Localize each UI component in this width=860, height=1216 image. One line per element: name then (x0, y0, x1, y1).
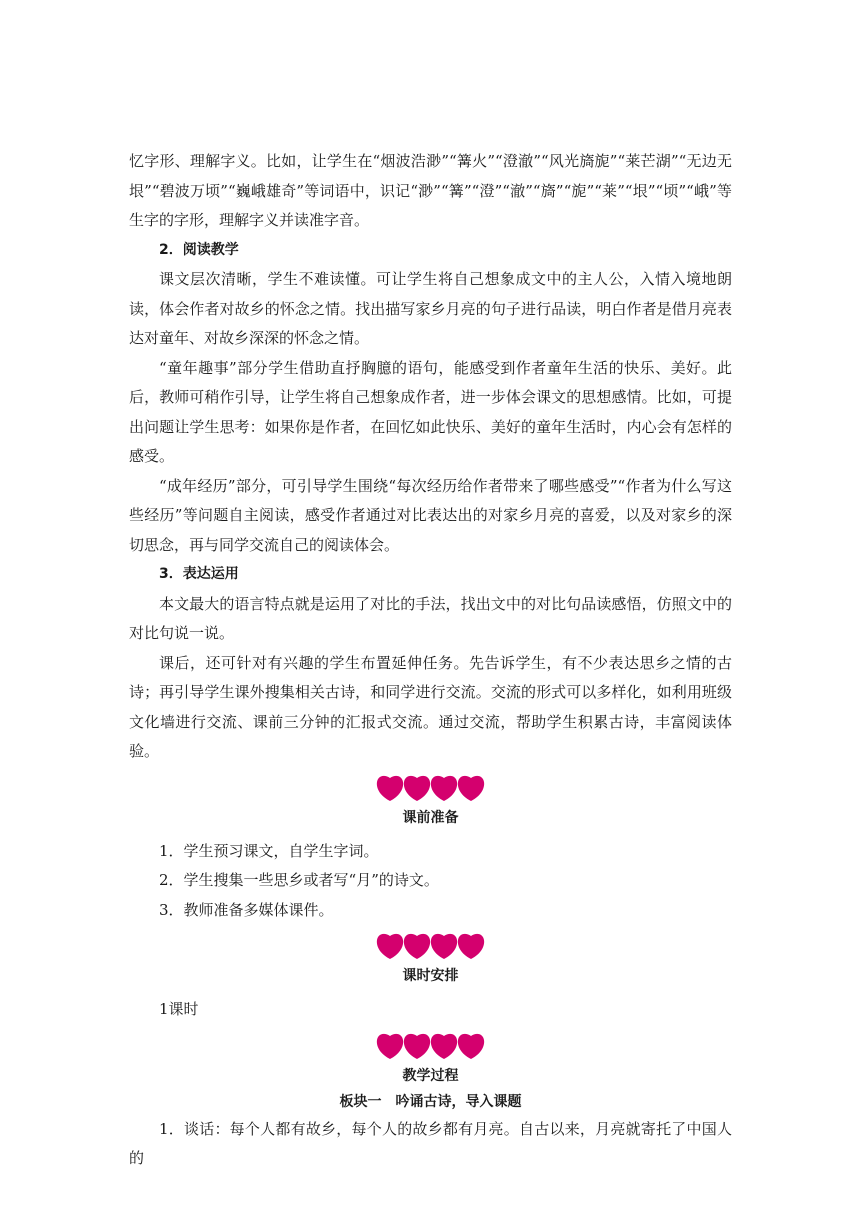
paragraph-reading-2: “童年趣事”部分学生借助直抒胸臆的语句，能感受到作者童年生活的快乐、美好。此后，教师可稍作引导，让学生将自己想象成作者，进一步体会课文的思想感情。比如，可提出问题让学生思考：如果你是作者，在回忆如此快乐、美好的童年生活时，内心会有怎样的感受。 (129, 358, 732, 465)
list-item: 2．学生搜集一些思乡或者写“月”的诗文。 (159, 871, 439, 889)
schedule-text: 1课时 (159, 1000, 199, 1018)
flower-petal-icon (402, 1032, 432, 1060)
section-title-schedule: 课时安排 (402, 968, 459, 984)
flower-petal-icon (429, 1032, 459, 1060)
paragraph-reading-3: “成年经历”部分，可引导学生围绕“每次经历给作者带来了哪些感受”“作者为什么写这些经历”等问题自主阅读，感受作者通过对比表达出的对家乡月亮的喜爱，以及对家乡的深切思念，再与同学交流自己的阅读体会。 (129, 476, 732, 554)
section-title-prep: 课前准备 (402, 809, 459, 826)
paragraph-reading-1: 课文层次清晰，学生不难读懂。可让学生将自己想象成文中的主人公，入情入境地朗读，体会作者对故乡的怀念之情。找出描写家乡月亮的句子进行品读，明白作者是借月亮表达对童年、对故乡深深的怀念之情。 (129, 270, 732, 347)
section-divider-process (129, 1031, 732, 1061)
heading-reading: 2．阅读教学 (159, 241, 239, 258)
flower-petal-icon (456, 932, 486, 960)
flower-petal-icon (402, 774, 432, 802)
heading-expression: 3．表达运用 (159, 566, 239, 582)
paragraph-literacy: 忆字形、理解字义。比如，让学生在“烟波浩渺”“篝火”“澄澈”“风光旖旎”“莱芒湖”“无边无垠”“碧波万顷”“巍峨雄奇”等词语中，识记“渺”“篝”“澄”“澈”“旖”“旎”“莱”“垠”“顷”“峨”等生字的字形，理解字义并读准字音。 (129, 152, 732, 229)
section-divider-prep (129, 773, 732, 803)
flower-petal-icon (375, 774, 405, 802)
list-item: 1．学生预习课文，自学生字词。 (159, 841, 379, 860)
list-item: 3．教师准备多媒体课件。 (159, 900, 334, 919)
document-page (129, 147, 732, 1174)
section-title-process: 教学过程 (402, 1067, 459, 1084)
flower-petal-icon (429, 774, 459, 802)
flower-petal-icon (429, 932, 459, 960)
paragraph-expression-2: 课后，还可针对有兴趣的学生布置延伸任务。先告诉学生，有不少表达思乡之情的古诗；再引导学生课外搜集相关古诗，和同学进行交流。交流的形式可以多样化，如利用班级文化墙进行交流、课前三分钟的汇报式交流。通过交流，帮助学生积累古诗，丰富阅读体验。 (129, 653, 732, 760)
flower-petal-icon (375, 1032, 405, 1060)
flower-petal-icon (375, 932, 405, 960)
block-title: 板块一 吟诵古诗，导入课题 (339, 1093, 522, 1110)
flower-petal-icon (456, 1032, 486, 1060)
section-divider-schedule (129, 931, 732, 961)
paragraph-process-1: 1．谈话：每个人都有故乡，每个人的故乡都有月亮。自古以来，月亮就寄托了中国人的 (129, 1119, 732, 1167)
flower-petal-icon (456, 774, 486, 802)
flower-petal-icon (402, 932, 432, 960)
paragraph-expression-1: 本文最大的语言特点就是运用了对比的手法，找出文中的对比句品读感悟，仿照文中的对比句说一说。 (129, 594, 732, 642)
